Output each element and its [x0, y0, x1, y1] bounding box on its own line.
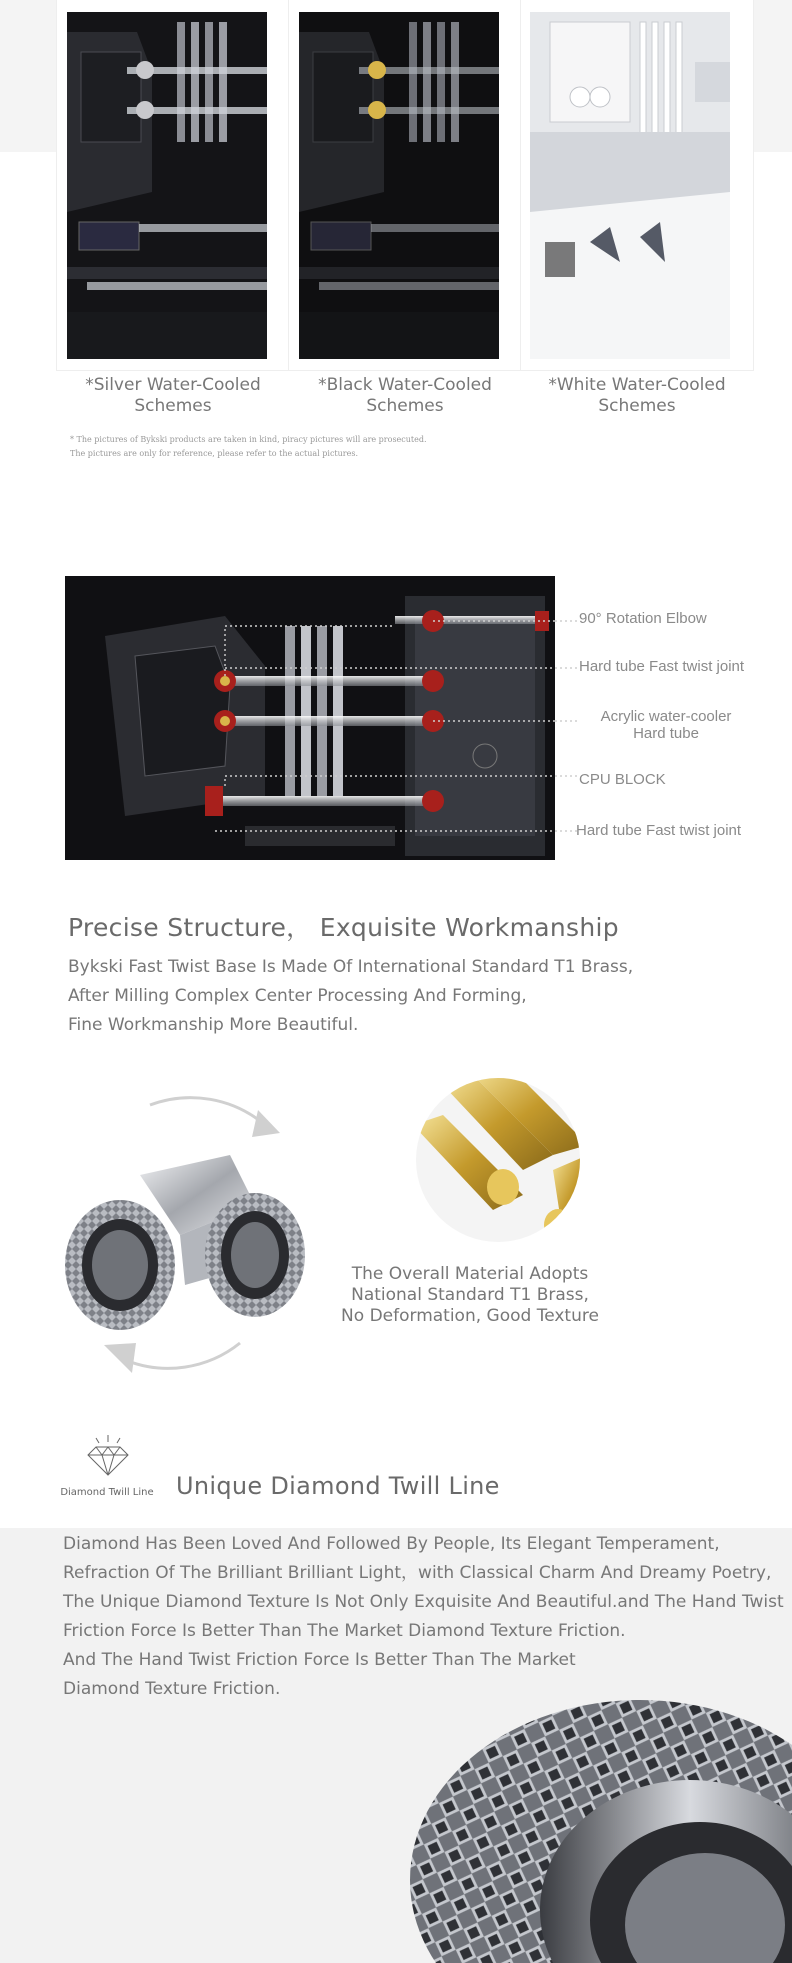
- silver-scheme-card: [57, 0, 289, 416]
- white-scheme-photo: [530, 12, 730, 359]
- structure-paragraph: Bykski Fast Twist Base Is Made Of International Standard T1 Brass, After Milling Complex Center Processing And Forming, Fine Workmanship More Beautiful.: [68, 957, 634, 1035]
- callout-fast-twist-joint-bottom: Hard tube Fast twist joint: [576, 822, 742, 839]
- diamond-paragraph: Diamond Has Been Loved And Followed By People, Its Elegant Temperament, Refraction Of The Brilliant Brilliant Light，with Classical Charm And Dreamy Poetry, The Unique Diamond Texture Is Not Only Exquisite And Beautiful.and The Hand Twist Friction Force Is Better Than The Market Diamond Texture Friction. And The Hand Twist Friction Force Is Better Than The Market Diamond Texture Friction.: [63, 1534, 784, 1699]
- brass-rods-image: [413, 1075, 583, 1245]
- structure-heading: Precise Structure， Exquisite Workmanship: [68, 913, 619, 942]
- diamond-heading: Unique Diamond Twill Line: [176, 1472, 500, 1500]
- diamond-knurled-ring-image: [390, 1680, 792, 1963]
- white-scheme-card: [521, 0, 753, 416]
- diamond-twill-badge: [52, 1435, 162, 1505]
- white-scheme-caption: *White Water-Cooled Schemes: [548, 375, 726, 416]
- silver-scheme-photo: [67, 12, 267, 359]
- callout-rotation-elbow: 90° Rotation Elbow: [579, 610, 707, 627]
- black-scheme-photo: [299, 12, 499, 359]
- callout-fast-twist-joint-top: Hard tube Fast twist joint: [579, 658, 745, 675]
- diamond-icon: [84, 1435, 132, 1479]
- black-scheme-caption: *Black Water-Cooled Schemes: [318, 375, 492, 416]
- rotation-elbow-fitting-image: [40, 1085, 340, 1385]
- water-cooling-structure-photo: [65, 576, 555, 860]
- disclaimer-note: * The pictures of Bykski products are taken in kind, piracy pictures will are prosecuted. The pictures are only for reference, please refer to the actual pictures.: [70, 435, 427, 458]
- callout-acrylic-hard-tube: Acrylic water-cooler Hard tube: [600, 708, 732, 742]
- diamond-badge-label: Diamond Twill Line: [60, 1487, 154, 1498]
- silver-scheme-caption: *Silver Water-Cooled Schemes: [85, 375, 261, 416]
- callout-cpu-block: CPU BLOCK: [579, 771, 666, 788]
- brass-material-caption: The Overall Material Adopts National Standard T1 Brass, No Deformation, Good Texture: [341, 1264, 599, 1326]
- black-scheme-card: [289, 0, 521, 416]
